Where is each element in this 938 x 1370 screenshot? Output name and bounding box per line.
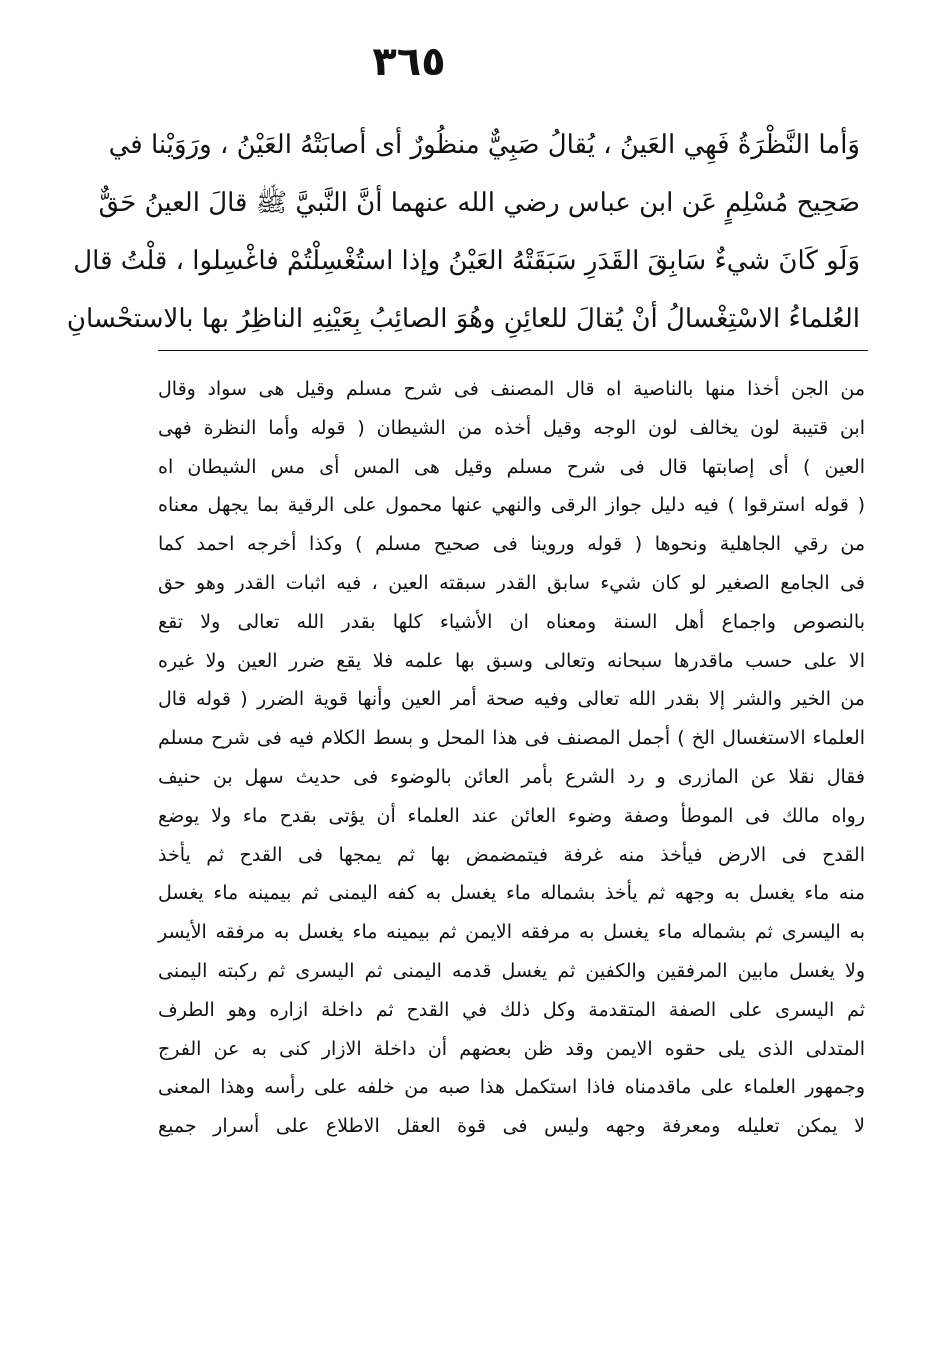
commentary-line: منه ماء يغسل به وجهه ثم يأخذ بشماله ماء يغسل به كفه اليمنى ثم بيمينه ماء يغسل [158, 882, 865, 905]
commentary-line: ولا يغسل مابين المرفقين والكفين ثم يغسل قدمه اليمنى ثم اليسرى ثم ركبته اليمنى [158, 959, 865, 982]
main-text-line: وَأما النَّظْرَةُ فَهِي العَينُ ، يُقالُ صَبِيٌّ منظُورٌ أى أصابَتْهُ العَيْنُ ، ورَوَيْنا في [108, 130, 860, 160]
main-text-line: وَلَو كَانَ شيءٌ سَابِقَ القَدَرِ سَبَقَتْهُ العَيْنُ وإذا استُغْسِلْتُمْ فاغْسِلوا ، قلْتُ قال [73, 246, 860, 276]
commentary-line: المتدلى الذى يلى حقوه الايمن وقد ظن بعضهم أن داخلة الازار كنى به عن الفرج [158, 1037, 865, 1060]
commentary-line: القدح فى الارض فيأخذ منه غرفة فيتمضمض بها ثم يمجها فى القدح ثم يأخذ [158, 843, 865, 866]
commentary-line: فقال نقلا عن المازرى و رد الشرع بأمر العائن بالوضوء فى حديث سهل بن حنيف [158, 765, 865, 788]
main-text-block [66, 116, 860, 348]
page-number: ٣٦٥ [372, 39, 446, 85]
commentary-line: فى الجامع الصغير لو كان شيء سابق القدر سبقته العين ، فيه اثبات القدر وهو حق [158, 571, 865, 594]
commentary-line: من رقي الجاهلية ونحوها ( قوله وروينا فى صحيح مسلم ) وكذا أخرجه احمد كما [158, 533, 865, 556]
commentary-line: رواه مالك فى الموطأ وصفة وضوء العائن عند العلماء أن يؤتى بقدح ماء ولا يوضع [158, 804, 865, 827]
commentary-line: ابن قتيبة لون يخالف لون الوجه وقيل أخذه من الشيطان ( قوله وأما النظرة فهى [158, 416, 865, 439]
commentary-line: من الجن أخذا منها بالناصية اه قال المصنف فى شرح مسلم وقيل هى سواد وقال [158, 378, 865, 400]
commentary-line: بالنصوص واجماع أهل السنة ومعناه ان الأشياء كلها بقدر الله تعالى ولا تقع [158, 610, 865, 633]
commentary-line: ثم اليسرى على الصفة المتقدمة وكل ذلك في القدح ثم داخلة ازاره وهو الطرف [158, 998, 865, 1021]
commentary-line: ( قوله استرقوا ) فيه دليل جواز الرقى والنهي عنها محمول على الرقية بما يجهل معناه [158, 494, 865, 517]
commentary-line: به اليسرى ثم بشماله ماء يغسل به مرفقه الايمن ثم بيمينه ماء يغسل به مرفقه الأيسر [158, 921, 865, 944]
main-text-line: العُلماءُ الاسْتِغْسالُ أنْ يُقالَ للعائِنِ وهُوَ الصائِبُ بِعَيْنِهِ الناظِرُ بها بالاستحْسانِ [66, 304, 860, 334]
main-text-line: صَحِيح مُسْلِمٍ عَن ابن عباس رضي الله عنهما أنَّ النَّبيَّ ﷺ قالَ العينُ حَقٌّ [98, 188, 860, 218]
commentary-line: الا على حسب ماقدرها سبحانه وتعالى وسبق بها علمه فلا يقع ضرر العين ولا غيره [158, 649, 865, 672]
section-divider [158, 350, 868, 351]
commentary-line: وجمهور العلماء على ماقدمناه فاذا استكمل هذا صبه من خلفه على رأسه وهذا المعنى [158, 1076, 865, 1099]
commentary-block [158, 370, 865, 1146]
commentary-line: لا يمكن تعليله ومعرفة وجهه وليس فى قوة العقل الاطلاع على أسرار جميع [158, 1115, 865, 1138]
commentary-line: من الخير والشر إلا بقدر الله تعالى وفيه صحة أمر العين وأنها قوية الضرر ( قوله قال [158, 688, 865, 711]
commentary-line: العين ) أى إصابتها قال فى شرح مسلم وقيل هى المس أى مس الشيطان اه [158, 455, 865, 478]
commentary-line: العلماء الاستغسال الخ ) أجمل المصنف فى هذا المحل و بسط الكلام فيه فى شرح مسلم [158, 727, 865, 750]
